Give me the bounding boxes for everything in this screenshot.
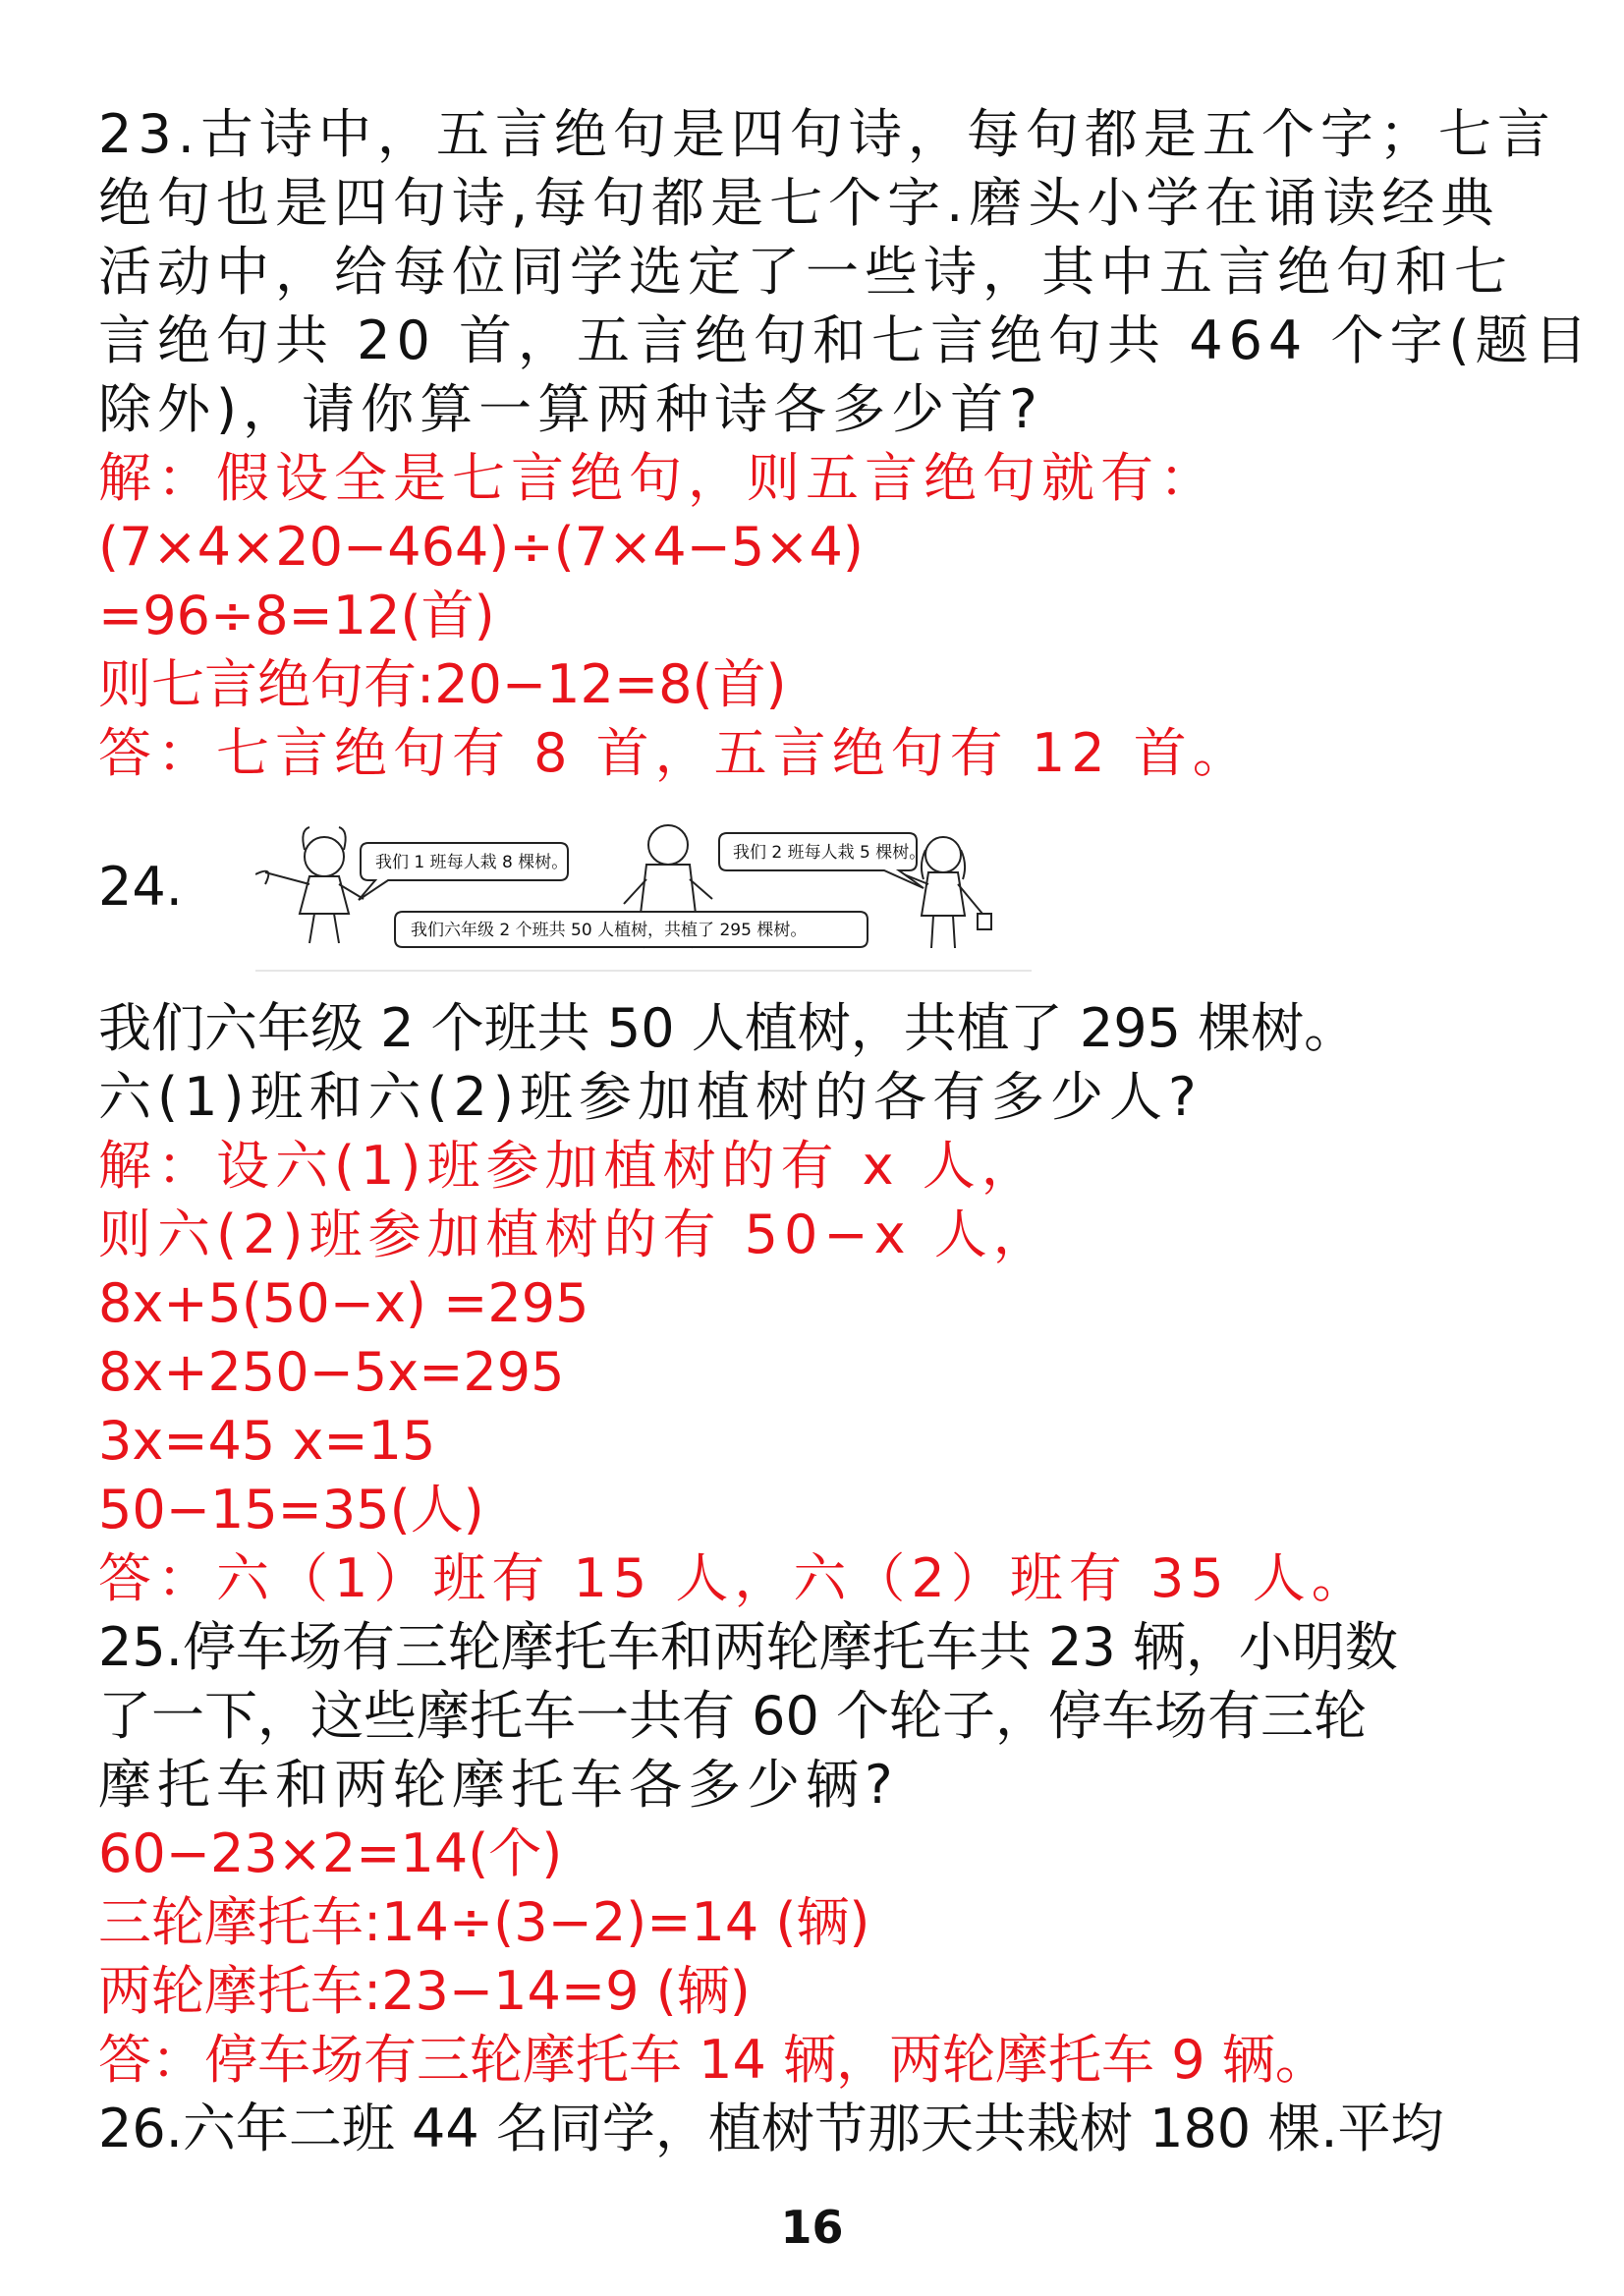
q25-line-2: 了一下，这些摩托车一共有 60 个轮子，停车场有三轮 — [98, 1685, 1368, 1747]
q25-solution-2: 三轮摩托车:14÷(3−2)=14 (辆) — [98, 1891, 870, 1953]
q24-solution-4: 8x+250−5x=295 — [98, 1341, 565, 1403]
girl-left-figure — [255, 827, 364, 943]
bubble-class2-text: 我们 2 班每人栽 5 棵树。 — [733, 843, 926, 863]
q23-line-2: 绝句也是四句诗,每句都是七个字.磨头小学在诵读经典 — [98, 172, 1500, 234]
q23-solution-3: =96÷8=12(首) — [98, 585, 495, 646]
q24-solution-5: 3x=45 x=15 — [98, 1410, 436, 1472]
q24-line-1: 我们六年级 2 个班共 50 人植树，共植了 295 棵树。 — [98, 997, 1358, 1059]
q23-line-1: 23.古诗中，五言绝句是四句诗，每句都是五个字；七言 — [98, 103, 1556, 165]
q23-answer: 答：七言绝句有 8 首，五言绝句有 12 首。 — [98, 722, 1252, 784]
page-number: 16 — [780, 2201, 844, 2254]
q23-solution-2: (7×4×20−464)÷(7×4−5×4) — [98, 516, 864, 578]
q23-line-5: 除外)，请你算一算两种诗各多少首? — [98, 378, 1043, 440]
q25-line-1: 25.停车场有三轮摩托车和两轮摩托车共 23 辆，小明数 — [98, 1616, 1398, 1678]
q24-line-2: 六(1)班和六(2)班参加植树的各有多少人? — [98, 1066, 1203, 1128]
q23-line-4: 言绝句共 20 首，五言绝句和七言绝句共 464 个字(题目 — [98, 309, 1594, 371]
q24-solution-3: 8x+5(50−x) =295 — [98, 1272, 589, 1334]
q24-answer: 答：六（1）班有 15 人，六（2）班有 35 人。 — [98, 1547, 1371, 1609]
q24-illustration — [255, 806, 1032, 973]
q23-solution-1: 解：假设全是七言绝句，则五言绝句就有： — [98, 447, 1218, 509]
q24-solution-1: 解：设六(1)班参加植树的有 x 人， — [98, 1135, 1040, 1197]
q24-solution-6: 50−15=35(人) — [98, 1479, 484, 1540]
q24-solution-2: 则六(2)班参加植树的有 50−x 人， — [98, 1204, 1052, 1265]
q25-solution-3: 两轮摩托车:23−14=9 (辆) — [98, 1960, 751, 2022]
bubble-grade-text: 我们六年级 2 个班共 50 人植树，共植了 295 棵树。 — [411, 921, 808, 940]
q26-line-1: 26.六年二班 44 名同学，植树节那天共栽树 180 棵.平均 — [98, 2098, 1444, 2159]
q25-answer: 答：停车场有三轮摩托车 14 辆，两轮摩托车 9 辆。 — [98, 2029, 1328, 2091]
q24-number: 24. — [98, 856, 183, 918]
bubble-class1-text: 我们 1 班每人栽 8 棵树。 — [375, 853, 569, 872]
q23-solution-4: 则七言绝句有:20−12=8(首) — [98, 653, 787, 715]
q25-solution-1: 60−23×2=14(个) — [98, 1822, 563, 1884]
q23-line-3: 活动中，给每位同学选定了一些诗，其中五言绝句和七 — [98, 241, 1513, 303]
q25-line-3: 摩托车和两轮摩托车各多少辆? — [98, 1754, 899, 1816]
